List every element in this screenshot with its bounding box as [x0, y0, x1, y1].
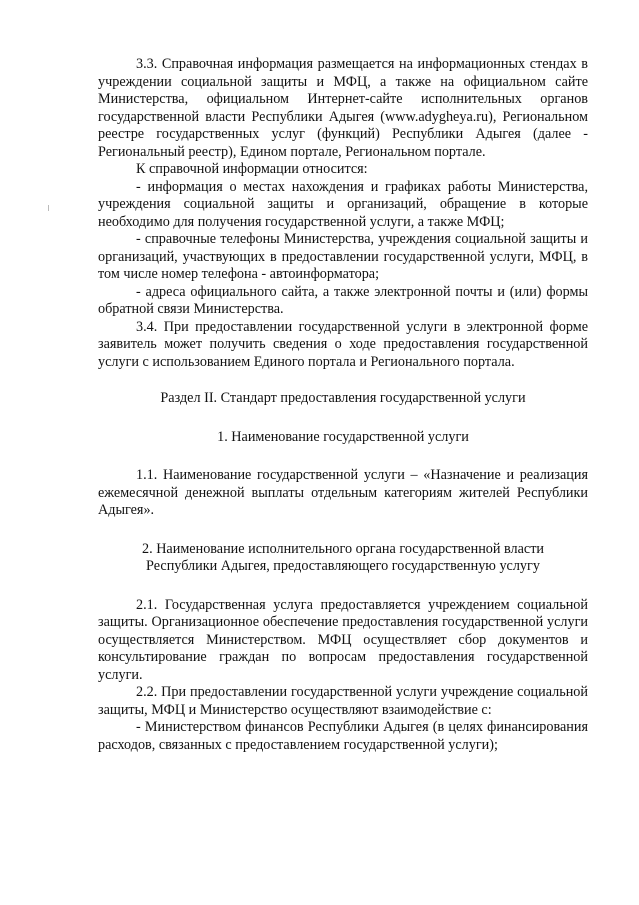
subsection-2-title-line1: 2. Наименование исполнительного органа государственной власти — [142, 540, 544, 557]
paragraph-2-2: 2.2. При предоставлении государственной услуги учреждение социальной защиты, МФЦ и Министерство осуществляют взаимодействие с: — [98, 684, 588, 718]
scan-artifact — [48, 205, 49, 211]
list-item-addresses: - адреса официального сайта, а также электронной почты и (или) формы обратной связи Министерства. — [98, 283, 588, 317]
list-item-phones: - справочные телефоны Министерства, учреждения социальной защиты и организаций, участвующих в предоставлении государственной услуги, МФЦ, в том числе номер телефона - автоинформатора; — [98, 231, 588, 282]
paragraph-reference-intro: К справочной информации относится: — [136, 161, 368, 177]
paragraph-3-4: 3.4. При предоставлении государственной услуги в электронной форме заявитель может получить сведения о ходе предоставления государственной услуги с использованием Единого портала и Регионального портала. — [98, 318, 588, 370]
subsection-2-title-line2: Республики Адыгея, предоставляющего государственную услугу — [146, 558, 540, 574]
paragraph-3-3: 3.3. Справочная информация размещается на информационных стендах в учреждении социальной защиты и МФЦ, а также на официальном сайте Министерства, официальном Интернет-сайте исполнительных органов государственной власти Республики Адыгея (www.adygheya.ru), Региональном реестре государственных услуг (функций) Республики Адыгея (далее - Региональный реестр), Едином портале, Региональном портале. — [98, 56, 588, 160]
paragraph-1-1: 1.1. Наименование государственной услуги – «Назначение и реализация ежемесячной денежной выплаты отдельным категориям жителей Республики Адыгея». — [98, 467, 588, 518]
list-item-ministry-finance: - Министерством финансов Республики Адыгея (в целях финансирования расходов, связанных с предоставлением государственной услуги); — [98, 719, 588, 753]
list-item-locations: - информация о местах нахождения и графиках работы Министерства, учреждения социальной защиты и организаций, обращение в которые необходимо для получения государственной услуги, а также МФЦ; — [98, 178, 588, 230]
paragraph-2-1: 2.1. Государственная услуга предоставляется учреждением социальной защиты. Организационное обеспечение предоставления государственной услуги осуществляется Министерством. МФЦ осуществляет сбор документов и консультирование граждан по вопросам предоставления государственной услуги. — [98, 596, 588, 683]
section-2-title: Раздел II. Стандарт предоставления государственной услуги — [160, 390, 526, 406]
subsection-1-title: 1. Наименование государственной услуги — [217, 428, 469, 445]
document-page — [98, 56, 588, 754]
